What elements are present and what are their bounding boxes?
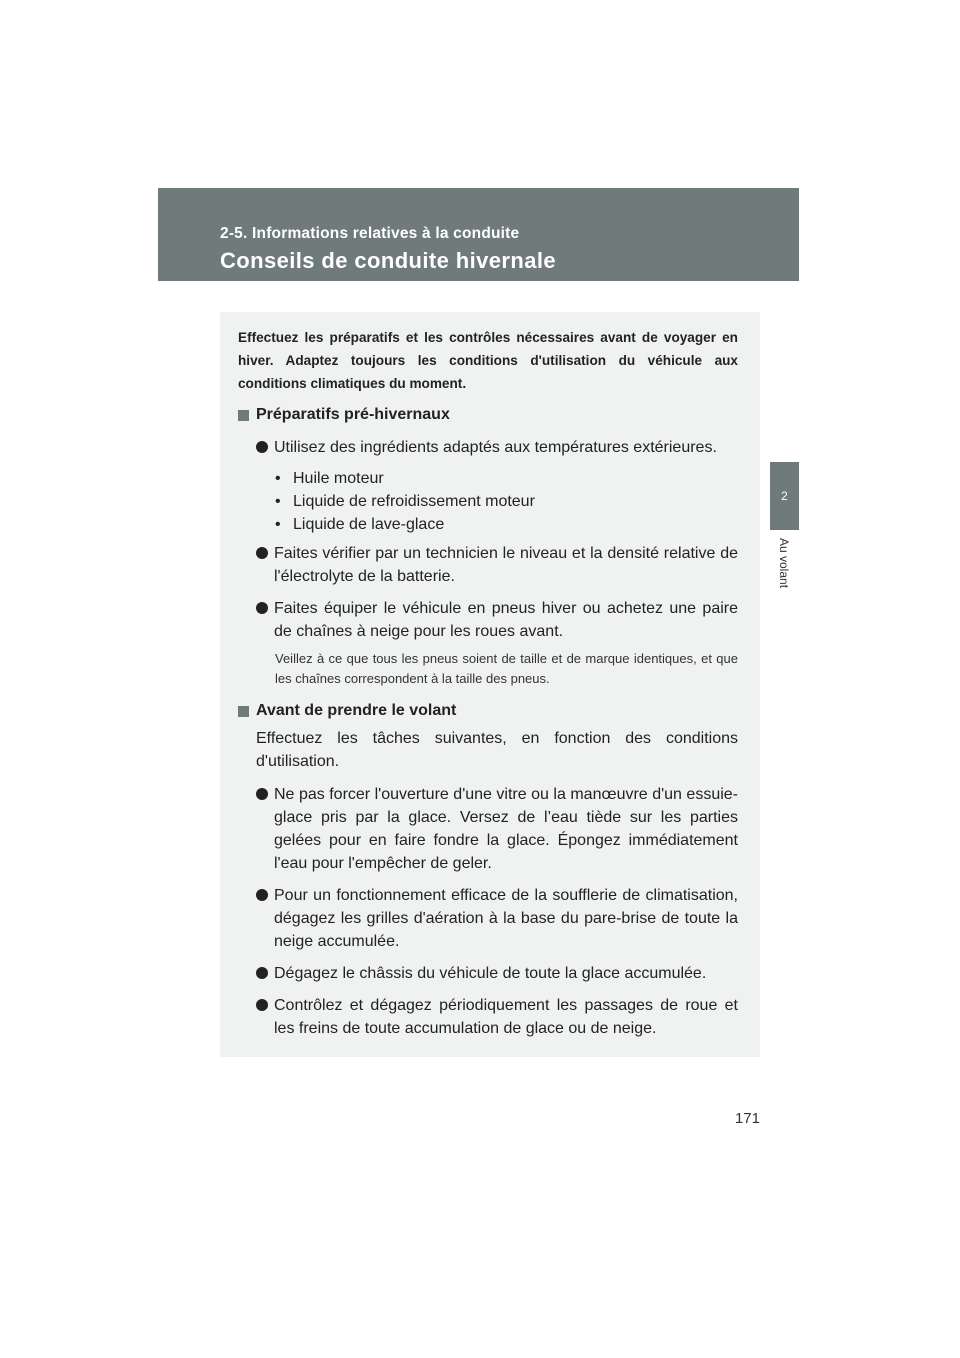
section-label: 2-5. Informations relatives à la conduite	[220, 225, 520, 242]
list-item-text: Faites vérifier par un technicien le niveau et la densité relative de l'électrolyte de la batterie.	[274, 545, 738, 585]
section-heading-preparatifs	[238, 403, 738, 427]
bullet-dot-icon	[256, 967, 268, 979]
chapter-label: Au volant	[777, 538, 791, 589]
list-item-text: Dégagez le châssis du véhicule de toute la glace accumulée.	[274, 965, 707, 982]
section-heading-text: Avant de prendre le volant	[256, 702, 457, 719]
header-band	[158, 188, 799, 281]
section-heading-text: Préparatifs pré-hivernaux	[256, 406, 450, 423]
list-item-text: Faites équiper le véhicule en pneus hiver ou achetez une paire de chaînes à neige pour les roues avant.	[274, 600, 738, 640]
list-item	[256, 994, 738, 1040]
list-item-text: Ne pas forcer l'ouverture d'une vitre ou la manœuvre d'un essuie-glace pris par la glace. Versez de l’eau tiède sur les parties gelées pour en faire fondre la glace. Épongez immédiatement l'eau pour l'empêcher de geler.	[274, 786, 738, 872]
bullet-dot-icon	[256, 602, 268, 614]
bullet-dot-icon	[256, 547, 268, 559]
intro-text: Effectuez les préparatifs et les contrôles nécessaires avant de voyager en hiver. Adaptez toujours les conditions d'utilisation du véhicule aux conditions climatiques du moment.	[238, 330, 738, 391]
page-title: Conseils de conduite hivernale	[220, 248, 556, 273]
note-text: Veillez à ce que tous les pneus soient de taille et de marque identiques, et que les chaînes correspondent à la taille des pneus.	[275, 651, 738, 686]
list-item-text: Utilisez des ingrédients adaptés aux températures extérieures.	[274, 439, 717, 456]
list-item	[256, 597, 738, 643]
section-heading-avant	[238, 699, 738, 723]
list-item	[256, 542, 738, 588]
content-box	[220, 312, 760, 1057]
square-bullet-icon	[238, 706, 249, 717]
section-intro-text: Effectuez les tâches suivantes, en fonction des conditions d'utilisation.	[256, 730, 738, 770]
chapter-number: 2	[781, 489, 788, 503]
sub-list-item: • Liquide de lave-glace	[275, 516, 445, 533]
bullet-dot-icon	[256, 889, 268, 901]
list-item-text: Pour un fonctionnement efficace de la soufflerie de climatisation, dégagez les grilles d'aération à la base du pare-brise de toute la neige accumulée.	[274, 887, 738, 950]
list-item	[256, 436, 738, 459]
chapter-tab	[770, 462, 799, 530]
bullet-dot-icon	[256, 441, 268, 453]
list-item-text: Contrôlez et dégagez périodiquement les passages de roue et les freins de toute accumulation de glace ou de neige.	[274, 997, 738, 1037]
list-item	[256, 884, 738, 953]
list-item	[256, 783, 738, 875]
square-bullet-icon	[238, 410, 249, 421]
page-number: 171	[734, 1110, 760, 1127]
sub-list-item: • Huile moteur	[275, 470, 384, 487]
list-item	[256, 962, 738, 985]
bullet-dot-icon	[256, 999, 268, 1011]
sub-list	[275, 467, 738, 536]
bullet-dot-icon	[256, 788, 268, 800]
sub-list-item: • Liquide de refroidissement moteur	[275, 493, 535, 510]
